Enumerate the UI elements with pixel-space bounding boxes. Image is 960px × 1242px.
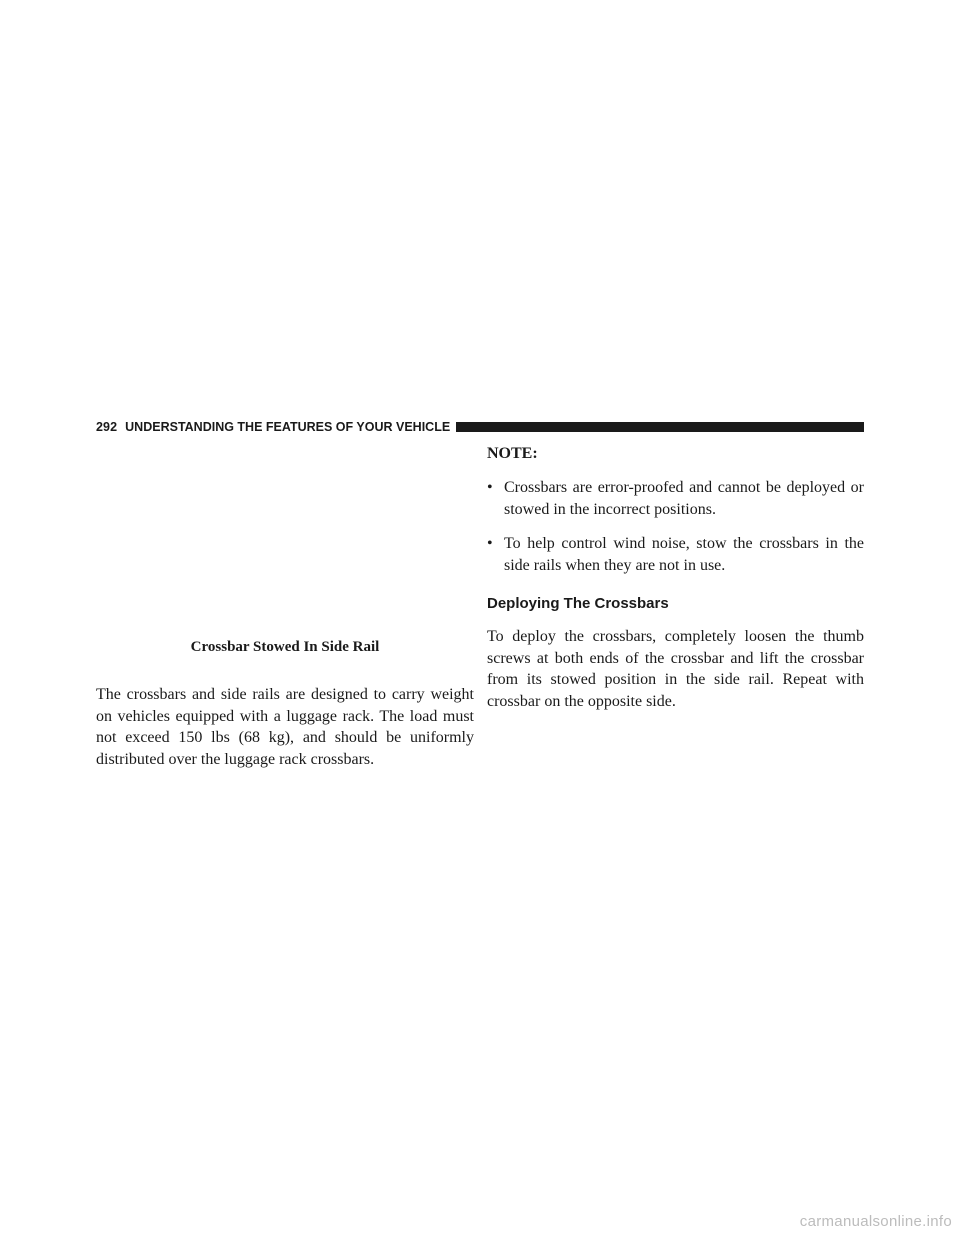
figure-caption: Crossbar Stowed In Side Rail — [190, 639, 380, 655]
header-rule — [456, 422, 864, 432]
load-capacity-paragraph: The crossbars and side rails are designed to carry weight on vehicles equipped with a luggage rack. The load must not exceed 150 lbs (68 kg), and should be uniformly distributed over the luggage rack crossbars. — [96, 686, 474, 768]
bullet-icon: • — [487, 479, 493, 496]
figure-image-area — [96, 440, 474, 640]
page-header — [96, 419, 864, 435]
section-title: UNDERSTANDING THE FEATURES OF YOUR VEHICLE — [125, 420, 451, 434]
note-bullet-list — [487, 477, 864, 577]
right-column — [487, 440, 864, 712]
bullet-text: Crossbars are error-proofed and cannot be deployed or stowed in the incorrect positions. — [504, 479, 864, 518]
bullet-icon: • — [487, 535, 493, 552]
page-number: 292 — [96, 420, 118, 434]
bullet-text: To help control wind noise, stow the crossbars in the side rails when they are not in use. — [504, 535, 864, 574]
list-item — [487, 533, 864, 577]
deploying-subheading: Deploying The Crossbars — [487, 595, 669, 612]
note-label: NOTE: — [487, 445, 538, 462]
list-item — [487, 477, 864, 521]
deploying-paragraph: To deploy the crossbars, completely loosen the thumb screws at both ends of the crossbar and lift the crossbar from its stowed position in the side rail. Repeat with crossbar on the opposite side. — [487, 628, 864, 710]
watermark: carmanualsonline.info — [799, 1213, 952, 1230]
